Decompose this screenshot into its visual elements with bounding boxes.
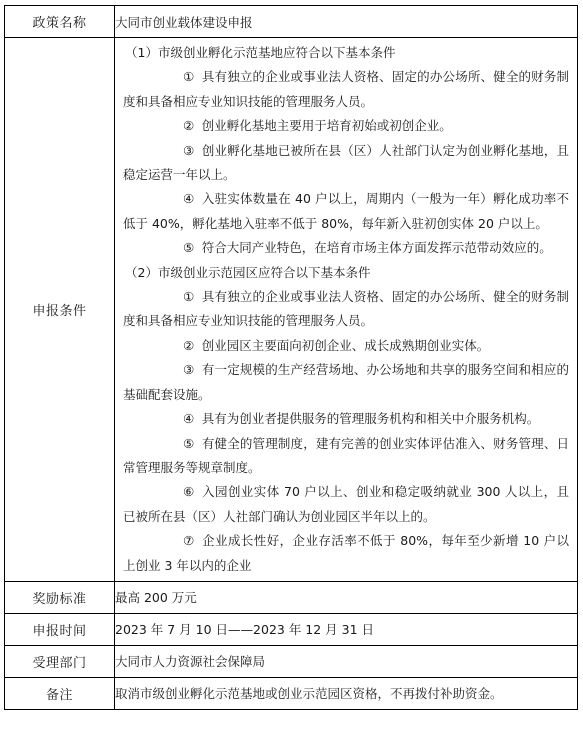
item-text: 有健全的管理制度，建有完善的创业实体评估准入、财务管理、日常管理服务等规章制度。: [123, 435, 569, 475]
item-text: 具有为创业者提供服务的管理服务机构和相关中介服务机构。: [201, 411, 540, 427]
condition-item: [123, 529, 569, 578]
reward-label: 奖励标准: [5, 581, 115, 613]
item-text: 具有独立的企业或事业法人资格、固定的办公场所、健全的财务制度和具备相应专业知识技能的管理服务人员。: [123, 69, 569, 109]
condition-item: [123, 139, 569, 188]
conditions-row: [5, 38, 578, 582]
condition-item: [123, 187, 569, 236]
conditions-label: 申报条件: [5, 38, 115, 582]
item-text: 创业园区主要面向初创企业、成长成熟期创业实体。: [201, 337, 490, 353]
condition-item: [123, 285, 569, 334]
item-number: ③: [183, 362, 195, 378]
conditions-content: [115, 38, 578, 582]
item-text: 有一定规模的生产经营场地、办公场地和共享的服务空间和相应的基础配套设施。: [123, 362, 569, 402]
condition-item: [123, 114, 569, 138]
item-number: ⑤: [183, 240, 195, 256]
note-row: [5, 677, 578, 709]
condition-item: [123, 236, 569, 260]
condition-item: [123, 407, 569, 431]
item-number: ①: [183, 69, 195, 85]
note-value: 取消市级创业孵化示范基地或创业示范园区资格，不再拨付补助资金。: [115, 677, 578, 709]
period-row: [5, 613, 578, 645]
section-heading: （2）市级创业示范园区应符合以下基本条件: [125, 264, 371, 280]
item-number: ①: [183, 289, 195, 305]
period-value: 2023 年 7 月 10 日——2023 年 12 月 31 日: [115, 613, 578, 645]
reward-row: [5, 581, 578, 613]
policy-name-label: 政策名称: [5, 6, 115, 38]
item-number: ⑦: [183, 533, 195, 549]
item-text: 入驻实体数量在 40 户以上，周期内（一般为一年）孵化成功率不低于 40%，孵化基地入驻率不低于 80%，每年新入驻初创实体 20 户以上。: [123, 191, 569, 231]
reward-value: 最高 200 万元: [115, 581, 578, 613]
item-number: ⑥: [183, 484, 195, 500]
condition-item: [123, 334, 569, 358]
condition-item: [123, 65, 569, 114]
note-label: 备注: [5, 677, 115, 709]
policy-name-value: 大同市创业载体建设申报: [115, 6, 578, 38]
policy-table: [4, 5, 578, 710]
item-text: 具有独立的企业或事业法人资格、固定的办公场所、健全的财务制度和具备相应专业知识技能的管理服务人员。: [123, 289, 569, 329]
item-number: ④: [183, 191, 195, 207]
item-number: ⑤: [183, 435, 195, 451]
period-label: 申报时间: [5, 613, 115, 645]
item-number: ③: [183, 142, 195, 158]
department-row: [5, 645, 578, 677]
item-text: 创业孵化基地主要用于培育初始或初创企业。: [201, 118, 452, 134]
policy-name-row: [5, 6, 578, 38]
item-number: ②: [183, 118, 195, 134]
department-value: 大同市人力资源社会保障局: [115, 645, 578, 677]
item-text: 创业孵化基地已被所在县（区）人社部门认定为创业孵化基地，且稳定运营一年以上。: [123, 142, 569, 183]
item-number: ④: [183, 411, 195, 427]
condition-item: [123, 432, 569, 481]
item-text: 入园创业实体 70 户以上、创业和稳定吸纳就业 300 人以上，且已被所在县（区）人社部门确认为创业园区半年以上的。: [123, 484, 569, 524]
item-text: 符合大同产业特色，在培育市场主体方面发挥示范带动效应的。: [201, 240, 552, 256]
condition-item: [123, 480, 569, 529]
department-label: 受理部门: [5, 645, 115, 677]
conditions-list: [123, 41, 569, 578]
section-heading: （1）市级创业孵化示范基地应符合以下基本条件: [125, 45, 396, 60]
condition-item: [123, 358, 569, 407]
item-text: 企业成长性好，企业存活率不低于 80%，每年至少新增 10 户以上创业 3 年以内的企业: [123, 533, 569, 573]
item-number: ②: [183, 337, 195, 353]
